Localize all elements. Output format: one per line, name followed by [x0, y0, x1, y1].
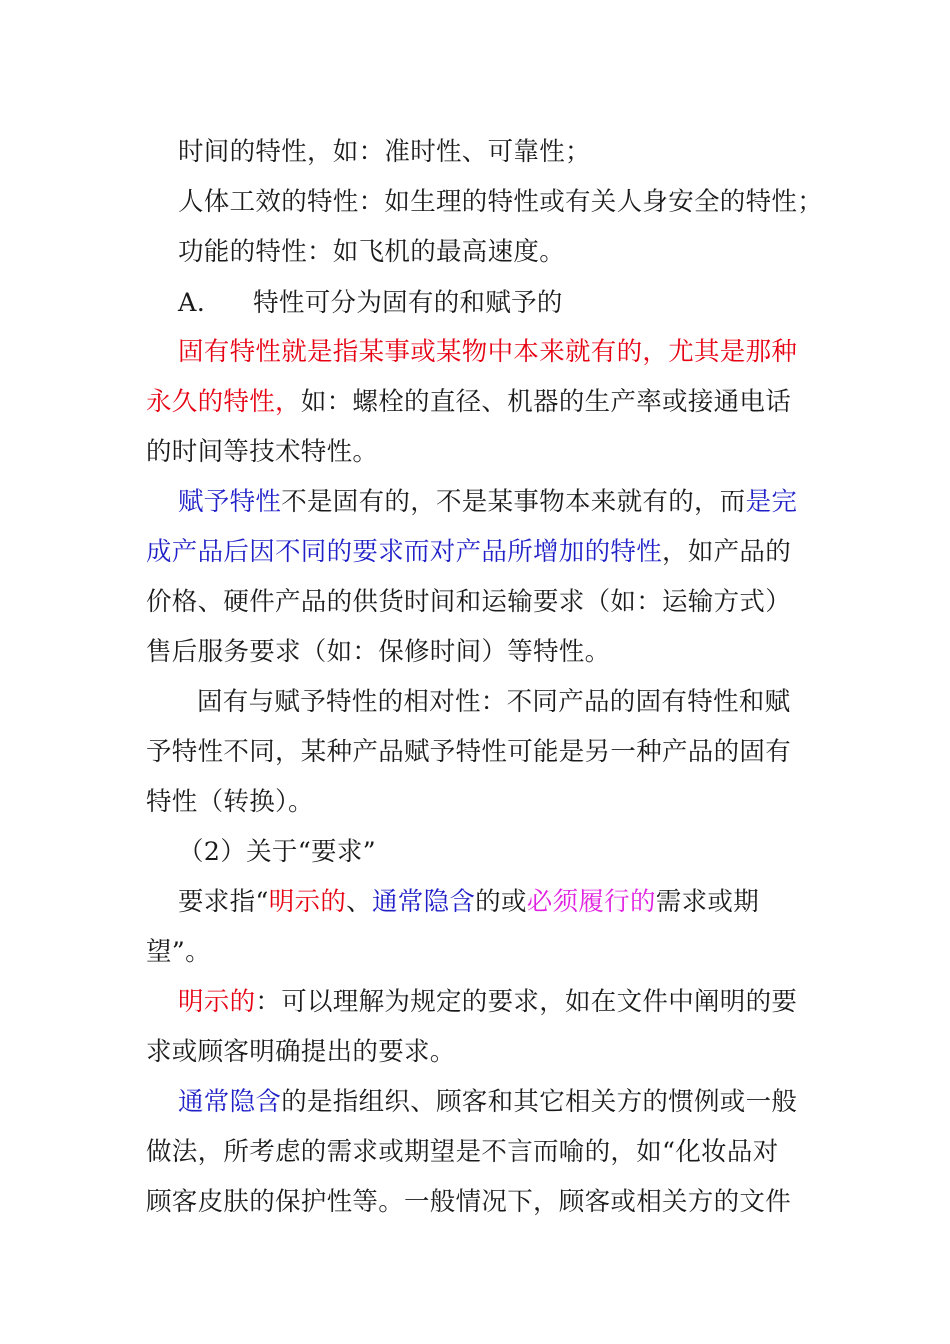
- text-span: 固有与赋予特性的相对性：不同产品的固有特性和赋: [197, 687, 791, 717]
- text-span: ，如产品的: [662, 537, 792, 567]
- text-line: [0, 635, 950, 669]
- highlight-blue: 成产品后因不同的要求而对产品所增加的特性: [146, 537, 663, 567]
- text-line: [0, 685, 950, 719]
- text-line: [0, 935, 950, 969]
- text-span: 特性可分为固有的和赋予的: [253, 288, 563, 318]
- text-line: [0, 485, 950, 519]
- text-span: ：可以理解为规定的要求，如在文件中阐明的要: [255, 987, 798, 1017]
- text-span: 的时间等技术特性。: [146, 437, 379, 467]
- list-marker: A.: [178, 288, 206, 318]
- text-span: （2）关于“要求”: [178, 837, 376, 867]
- highlight-magenta: 必须履行的: [526, 887, 656, 917]
- text-line: [0, 185, 950, 219]
- text-span: 顾客皮肤的保护性等。一般情况下，顾客或相关方的文件: [146, 1187, 792, 1217]
- text-span: 特性（转换）。: [146, 787, 314, 817]
- highlight-red: 明示的: [178, 987, 256, 1017]
- text-span: 望”。: [146, 937, 211, 967]
- text-span: 、: [346, 887, 372, 917]
- text-span: 价格、硬件产品的供货时间和运输要求（如：运输方式）: [146, 587, 792, 617]
- text-line: [0, 435, 950, 469]
- text-span: 的或: [475, 887, 527, 917]
- text-line: [0, 735, 950, 769]
- text-line: [0, 585, 950, 619]
- text-span: 的是指组织、顾客和其它相关方的惯例或一般: [281, 1087, 798, 1117]
- highlight-blue: 通常隐含: [371, 887, 476, 917]
- highlight-red: 明示的: [268, 887, 347, 917]
- text-span: 人体工效的特性：如生理的特性或有关人身安全的特性；: [178, 187, 824, 217]
- text-span: 要求指“: [178, 887, 269, 917]
- text-line: [0, 135, 950, 169]
- text-span: 功能的特性：如飞机的最高速度。: [178, 237, 566, 267]
- text-span: 求或顾客明确提出的要求。: [146, 1037, 456, 1067]
- text-span: 做法，所考虑的需求或期望是不言而喻的，如“化妆品对: [146, 1137, 779, 1167]
- text-line: [0, 385, 950, 419]
- text-span: 如：螺栓的直径、机器的生产率或接通电话: [300, 387, 792, 417]
- text-span: 予特性不同，某种产品赋予特性可能是另一种产品的固有: [146, 737, 792, 767]
- text-line: [0, 286, 950, 320]
- highlight-blue: 是完: [745, 487, 798, 517]
- text-line: [0, 1035, 950, 1069]
- text-line: [0, 235, 950, 269]
- text-line: [0, 535, 950, 569]
- text-line: [0, 335, 950, 369]
- highlight-red: 永久的特性，: [146, 387, 301, 417]
- text-span: 时间的特性，如：准时性、可靠性；: [178, 137, 591, 167]
- highlight-red: 固有特性就是指某事或某物中本来就有的，尤其是那种: [178, 337, 798, 367]
- text-span: 不是固有的，不是某事物本来就有的，而: [281, 487, 746, 517]
- text-line: [0, 1185, 950, 1219]
- text-line: [0, 785, 950, 819]
- text-span: 售后服务要求（如：保修时间）等特性。: [146, 637, 611, 667]
- highlight-blue: 通常隐含: [178, 1087, 282, 1117]
- section-heading: [0, 835, 950, 869]
- text-line: [0, 885, 950, 919]
- text-line: [0, 1135, 950, 1169]
- highlight-blue: 赋予特性: [178, 487, 282, 517]
- text-line: [0, 1085, 950, 1119]
- text-span: 需求或期: [655, 887, 759, 917]
- text-line: [0, 985, 950, 1019]
